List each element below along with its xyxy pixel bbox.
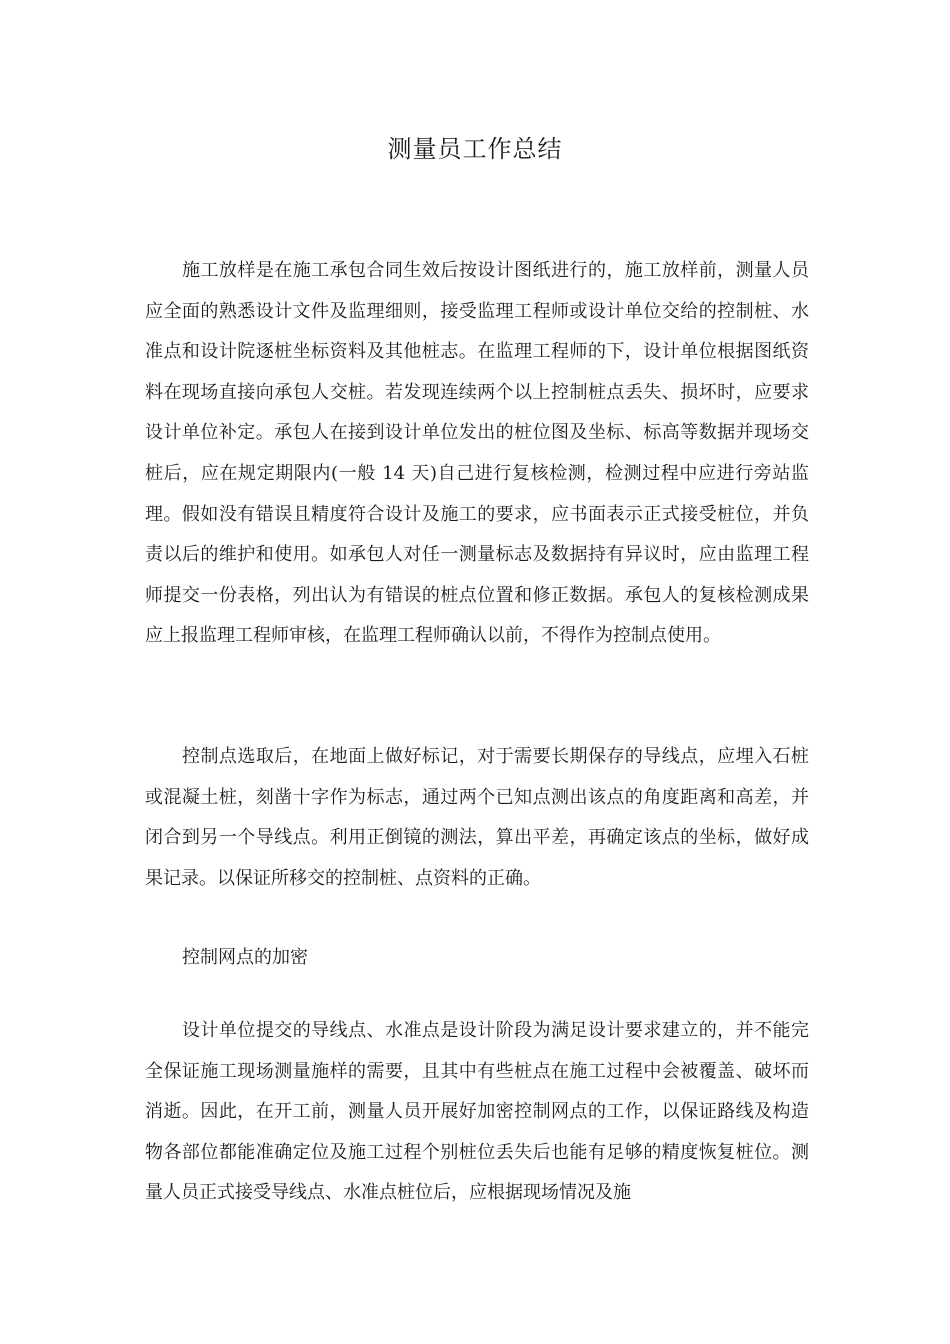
document-title: 测量员工作总结: [387, 135, 563, 163]
paragraph-construction-staking: 施工放样是在施工承包合同生效后按设计图纸进行的，施工放样前，测量人员应全面的熟悉设计文件及监理细则，接受监理工程师或设计单位交给的控制桩、水准点和设计院逐桩坐标资料及其他桩志。在监理工程师的下，设计单位根据图纸资料在现场直接向承包人交桩。若发现连续两个以上控制桩点丢失、损坏时，应要求设计单位补定。承包人在接到设计单位发出的桩位图及坐标、标高等数据并现场交桩后，应在规定期限内(一般 14 天)自己进行复核检测，检测过程中应进行旁站监理。假如没有错误且精度符合设计及施工的要求，应书面表示正式接受桩位，并负责以后的维护和使用。如承包人对任一测量标志及数据持有异议时，应由监理工程师提交一份表格，列出认为有错误的桩点位置和修正数据。承包人的复核检测成果应上报监理工程师审核，在监理工程师确认以前，不得作为控制点使用。: [145, 260, 809, 647]
paragraph-control-network-densification: 设计单位提交的导线点、水准点是设计阶段为满足设计要求建立的，并不能完全保证施工现场测量施样的需要，且其中有些桩点在施工过程中会被覆盖、破坏而消逝。因此，在开工前，测量人员开展好加密控制网点的工作，以保证路线及构造物各部位都能准确定位及施工过程个别桩位丢失后也能有足够的精度恢复桩位。测量人员正式接受导线点、水准点桩位后，应根据现场情况及施: [145, 1020, 809, 1204]
paragraph-control-point-selection: 控制点选取后，在地面上做好标记，对于需要长期保存的导线点，应埋入石桩或混凝土桩，刻凿十字作为标志，通过两个已知点测出该点的角度距离和高差，并闭合到另一个导线点。利用正倒镜的测法，算出平差，再确定该点的坐标，做好成果记录。以保证所移交的控制桩、点资料的正确。: [145, 746, 809, 889]
section-heading-control-network-densification: 控制网点的加密: [182, 947, 308, 968]
